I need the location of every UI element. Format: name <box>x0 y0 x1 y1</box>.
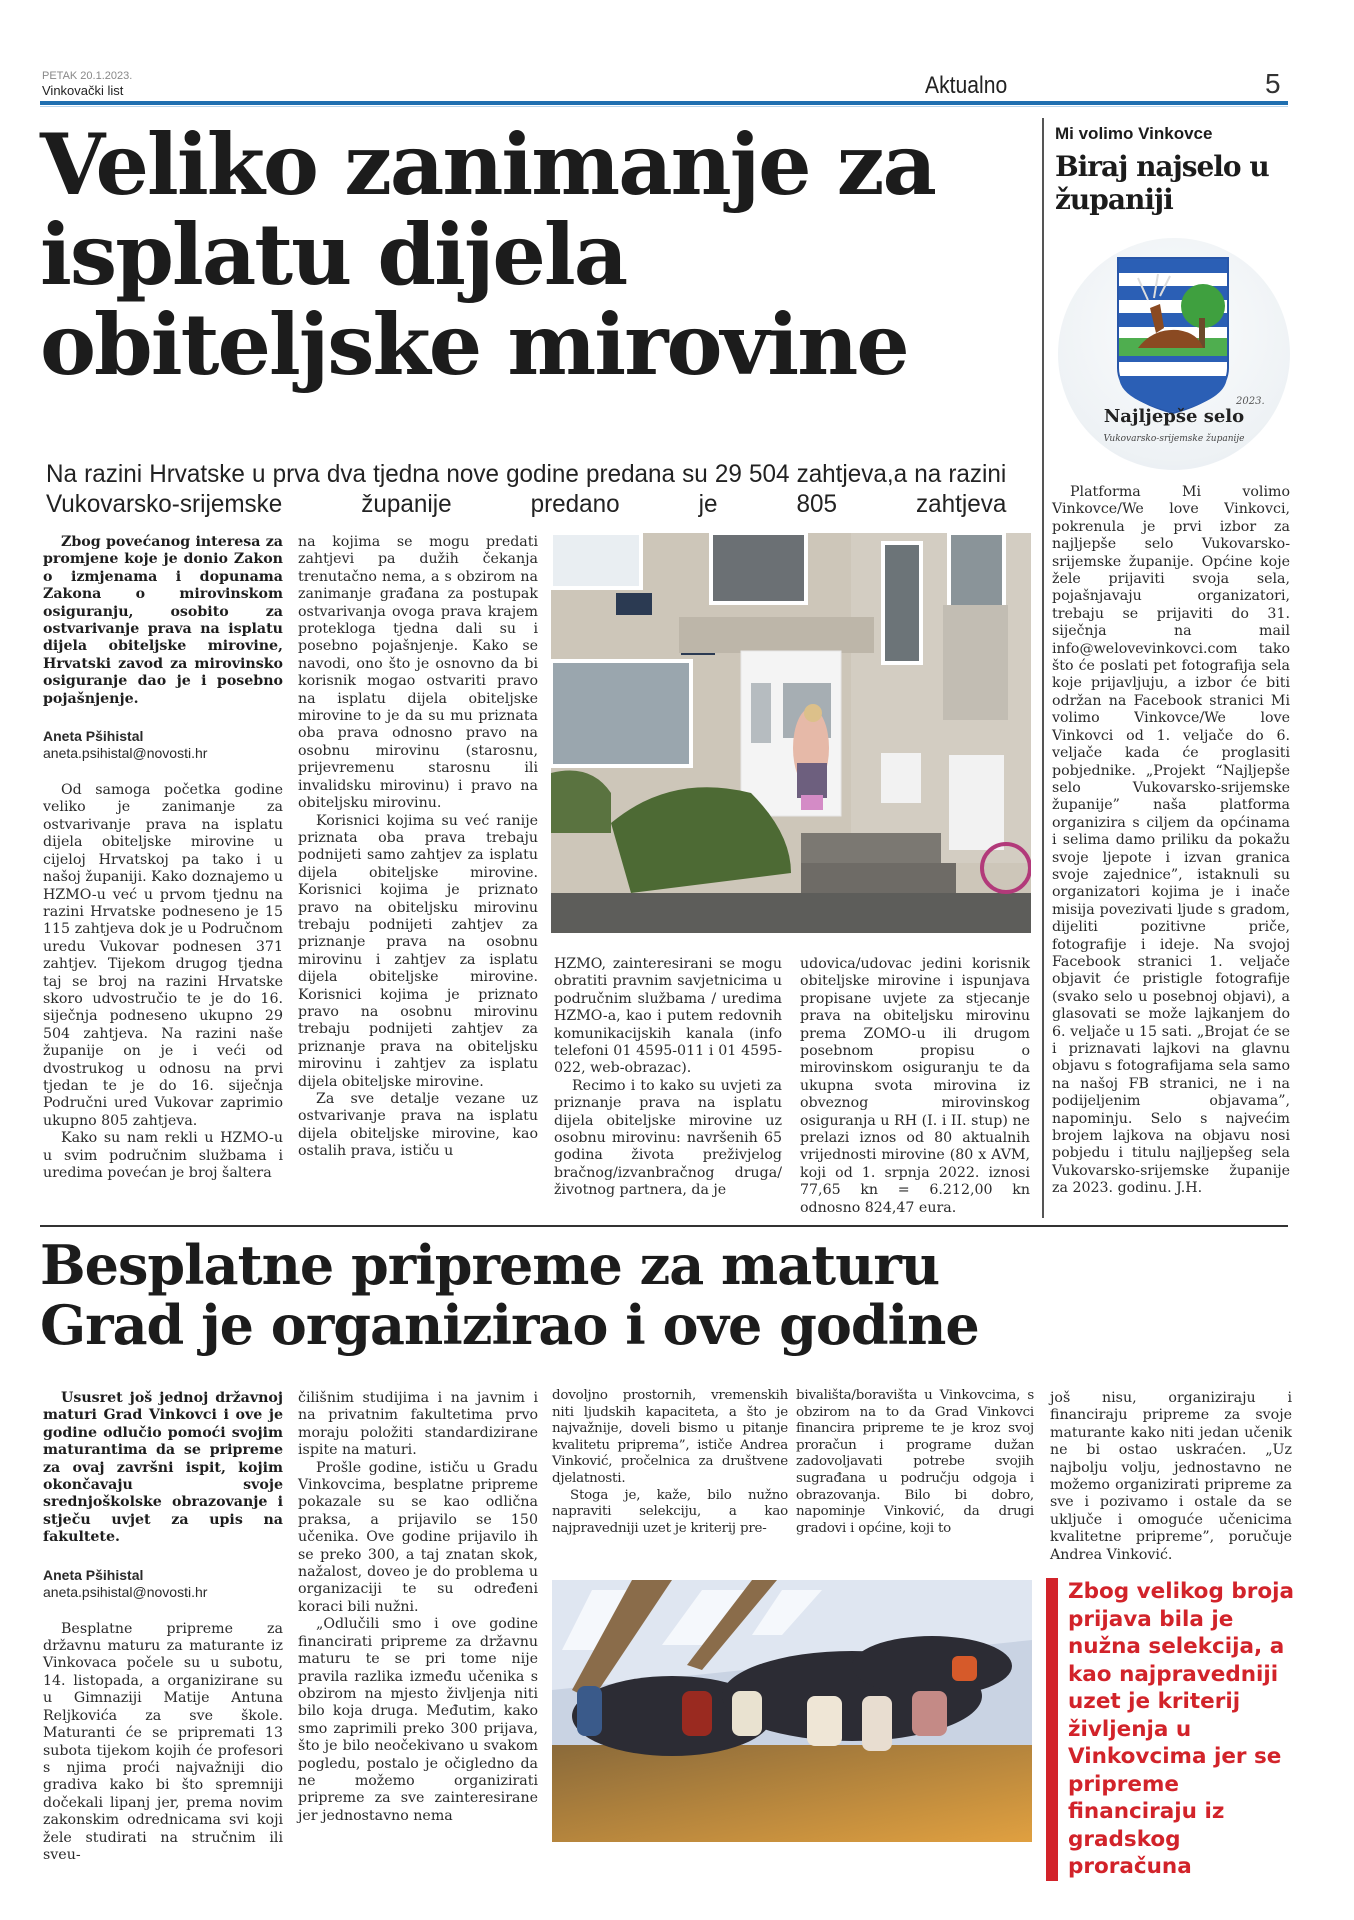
article1-byline <box>43 728 283 762</box>
article1-column-2 <box>298 534 538 1161</box>
article1-headline: Veliko zanimanje za isplatu dijela obiteljske mirovine <box>40 115 935 394</box>
paragraph: „Odlučili smo i ove godine financirati pripreme za državnu maturu te se pri tome nije pravila razlika između učenika s obzirom na mjesto življenja niti bilo koja druga. Međutim, kako smo zaprimili preko 300 prijava, što je bilo neočekivano u svakom pogledu, postalo je očigledno da ne možemo organizirati pripreme za sve zainteresirane jer jednostavno nema <box>298 1616 538 1824</box>
pull-quote: Zbog velikog broja prijava bila je nužna selekcija, a kao najpravedniji uzet je kriterij življenja u Vinkovcima jer se pripreme financiraju iz gradskog proračuna <box>1046 1578 1306 1881</box>
paragraph: Prošle godine, ističu u Gradu Vinkovcima, besplatne pripreme pokazale su se kao odlična praksa, a prijavilo se 150 učenika. Ove godine prijavilo ih se preko 300, a taj znatan skok, nažalost, doveo je do problema u organizaciji te su određeni koraci bili nužni. <box>298 1459 538 1615</box>
paragraph: HZMO, zainteresirani se mogu obratiti pravnim savjetnicima u područnim službama / uredima HZMO-a, kao i putem redovnih komunikacijskih kanala (info telefoni 01 4595-011 i 01 4595-022, web-obrazac). <box>554 956 782 1077</box>
paragraph: Od samoga početka godine veliko je zanimanje za ostvarivanje prava na isplatu dijela obiteljske mirovine u cijeloj Hrvatskoj pa tako i u našoj županiji. Kako doznajemo u HZMO-u već u prvom tjednu na razini Hrvatske podneseno je 15 115 zahtjeva dok je u Područnom uredu Vukovar podnesen 371 zahtjev. Tijekom drugog tjedna taj se broj na razini Hrvatske skoro udvostručio te je do 16. siječnja podneseno ukupno 29 504 zahtjeva. Na razini naše županije on je i veći od dvostrukog u odnosu na prvi tjedan te je do 16. siječnja Područni ured Vukovar zaprimio ukupno 805 zahtjeva. <box>43 782 283 1129</box>
article1-photo <box>551 533 1031 933</box>
article2-headline <box>40 1235 1300 1355</box>
sidebar-title: Biraj najselo u županiji <box>1055 150 1269 216</box>
sidebar-body: Platforma Mi volimo Vinkovce/We love Vinkovci, pokrenula je prvi izbor za najljepše selo Vukovarsko-srijemske županije. Općine koje žele prijaviti svoja sela, pojašnjavaju organizatori, trebaju se prijaviti do 31. siječnja na mail info@welovevinkovci.com tako što će poslati pet fotografija sela koje prijavljuju, a izbor će biti održan na Facebook stranici Mi volimo Vinkovce/We love Vinkovci od 1. veljače do 6. veljače kada će proglasiti pobjednike. „Projekt “Najljepše selo Vukovarsko-srijemske županije” naša platforma organizira s ciljem da općinama i selima damo priliku da pokažu svoje ljepote i izvan granica svoje zajednice”, istaknuli su organizatori kojima je i inače misija povezivati ljude s gradom, dijeliti pozitivne priče, fotografije i ideje. Na svojoj Facebook stranici 1. veljače objavit će pristigle fotografije (svako selo u posebnoj objavi), a glasovati se može lajkanjem do 6. veljače u 15 sati. „Brojat će se i priznavati lajkovi na glavnu objavu s fotografijama sela samo na našoj FB stranici, ne i na podijeljenim objavama”, napominju. Selo s najvećim brojem lajkova na objavu nosi pobjedu i titulu najljepšeg sela Vukovarsko-srijemske županije za 2023. godinu. J.H. <box>1052 484 1290 1197</box>
paragraph: Recimo i to kako su uvjeti za priznanje prava na isplatu dijela obiteljske mirovine uz osobnu mirovinu: navršenih 65 godina života preživjelog bračnog/izvanbračnog druga/životnog partnera, da je <box>554 1077 782 1199</box>
article1-email[interactable]: aneta.psihistal@novosti.hr <box>43 745 208 762</box>
building-entrance-photo <box>551 533 1031 933</box>
article2-author: Aneta Pšihistal <box>43 1566 144 1583</box>
logo-subtitle: Vukovarsko-srijemske županije <box>1103 434 1245 444</box>
article1-subtitle: Na razini Hrvatske u prva dva tjedna nove godine predana su 29 504 zahtjeva,a na razini Vukovarsko-srijemske županije predano je 805 zahtjeva <box>46 460 1007 518</box>
paragraph: na kojima se mogu predati zahtjevi pa dužih čekanja trenutačno nema, a s obzirom na zanimanje građana za postupak ostvarivanja ovoga prava krajem protekloga tjedna dali su i posebno pojašnjenje. Kako se navodi, ono što je osnovno da bi korisnik mogao ostvariti pravo na isplatu dijela obiteljske mirovine to je da su mu priznata oba prava odnosno pravo na osobnu mirovinu (starosnu, prijevremenu starosnu ili invalidsku mirovinu) i pravo na obiteljsku mirovinu. <box>298 534 538 812</box>
article2-photo <box>552 1580 1032 1842</box>
header-rule <box>40 101 1288 105</box>
article-divider <box>40 1225 1288 1227</box>
paragraph: Stoga je, kaže, bilo nužno napraviti selekciju, a kao najpravedniji uzet je kriterij pre- <box>552 1487 788 1536</box>
article1-column-4 <box>800 956 1030 1217</box>
paragraph: Besplatne pripreme za državnu maturu za maturante iz Vinkovaca počele su u subotu, 14. listopada, a organizirane su u Gimnaziji Matije Antuna Reljkovića za sve škole. Maturanti će se pripremati 13 subota tijekom kojih će profesori s njima proći najvažniji dio gradiva kako bi što spremniji dočekali lipanj jer, prema novim zakonskim odrednicama svi koji žele studirati na stručnim ili sveu- <box>43 1620 283 1863</box>
issue-date: PETAK 20.1.2023. <box>42 70 133 82</box>
logo-year: 2023. <box>1236 396 1265 407</box>
article2-column-4 <box>796 1388 1034 1537</box>
section-title: Aktualno <box>925 72 1008 99</box>
sidebar-divider <box>1042 118 1044 1218</box>
article2-headline-line1: Besplatne pripreme za maturu <box>40 1233 940 1297</box>
article2-column-2 <box>298 1390 538 1825</box>
article2-headline-line2: Grad je organizirao i ove godine <box>40 1293 979 1357</box>
logo-title: Najljepše selo <box>1103 406 1245 427</box>
paragraph: još nisu, organiziraju i financiraju pripreme za svoje maturante kako niti jedan učenik ne bi ostao uskraćen. „Uz najbolju volju, jednostavno ne možemo organizirati pripreme za sve i pozivamo i ostale da se uključe i omoguće učenicima kvalitetne pripreme”, poručuje Andrea Vinković. <box>1050 1390 1292 1563</box>
paragraph: Kako su nam rekli u HZMO-u u svim područnim službama i uredima povećan je broj šaltera <box>43 1130 283 1181</box>
najljepse-selo-logo <box>1058 238 1290 470</box>
article2-column-5 <box>1050 1390 1292 1564</box>
paragraph: Korisnici kojima su već ranije priznata oba prava trebaju podnijeti samo zahtjev za isplatu dijela obiteljske mirovine. Korisnici kojima je priznato pravo na obiteljsku mirovinu trebaju podnijeti zahtjev za priznanje prava na osobnu mirovinu i zahtjev za isplatu dijela obiteljske mirovine. Korisnici kojima je priznato pravo na osobnu mirovinu trebaju podnijeti zahtjev za priznanje prava na obiteljsku mirovinu i zahtjev za isplatu dijela obiteljske mirovine. <box>298 812 538 1090</box>
paragraph: dovoljno prostornih, vremenskih niti ljudskih kapaciteta, a što je najvažnije, doveli bismo u pitanje kvalitetu priprema”, ističe Andrea Vinković, pročelnica za društvene djelatnosti. <box>552 1388 788 1486</box>
article2-email[interactable]: aneta.psihistal@novosti.hr <box>43 1583 208 1600</box>
article1-author: Aneta Pšihistal <box>43 728 144 745</box>
paragraph: bivališta/boravišta u Vinkovcima, s obzirom na to da Grad Vinkovci financira pripreme te je kroz svoj proračun i programe dužan zadovoljavati potrebe svojih sugrađana u području odgoja i obrazovanja. Bilo bi dobro, napominje Vinković, da drugi gradovi i općine, koji to <box>796 1388 1034 1536</box>
paragraph: Za sve detalje vezane uz ostvarivanje prava na isplatu dijela obiteljske mirovine, kao ostalih prava, ističu u <box>298 1091 538 1160</box>
article2-byline <box>43 1567 283 1601</box>
students-classroom-photo <box>552 1580 1032 1842</box>
article2-column-1 <box>43 1390 283 1864</box>
paragraph: udovica/udovac jedini korisnik obiteljske mirovine i ispunjava propisane uvjete za stjecanje prava na obiteljsku mirovinu prema ZOMO-u ili drugom posebnom propisu o mirovinskom osiguranju te da ukupna svota mirovina iz obveznog mirovinskog osiguranja u RH (I. i II. stup) ne prelazi iznos od 80 aktualnih vrijednosti mirovine (80 x AVM, koji od 1. srpnja 2022. iznosi 77,65 kn = 6.212,00 kn odnosno 824,47 eura. <box>800 956 1030 1216</box>
newspaper-name: Vinkovački list <box>42 83 124 98</box>
sidebar-kicker: Mi volimo Vinkovce <box>1055 124 1213 143</box>
page-number: 5 <box>1265 68 1281 99</box>
paragraph: čilišnim studijima i na javnim i na privatnim fakultetima prvo moraju položiti standardizirane ispite na maturi. <box>298 1390 538 1459</box>
article2-column-3 <box>552 1388 788 1537</box>
header-rule-light <box>40 106 1288 107</box>
article2-lead: Ususret još jednoj državnoj maturi Grad Vinkovci i ove je godine odlučio pomoći svojim maturantima da se pripreme za ovaj završni ispit, kojim okončavaju svoje srednjoškolske obrazovanje i stječu uvjet za upis na fakultete. <box>43 1390 283 1546</box>
article1-column-1 <box>43 534 283 1182</box>
article1-lead: Zbog povećanog interesa za promjene koje je donio Zakon o izmjenama i dopunama Zakona o mirovinskom osiguranju, osobito za ostvarivanje prava na isplatu dijela obiteljske mirovine, Hrvatski zavod za mirovinsko osiguranje dao je i posebno pojašnjenje. <box>43 534 283 707</box>
article1-column-3 <box>554 956 782 1200</box>
sidebar-body-column <box>1052 484 1290 1198</box>
